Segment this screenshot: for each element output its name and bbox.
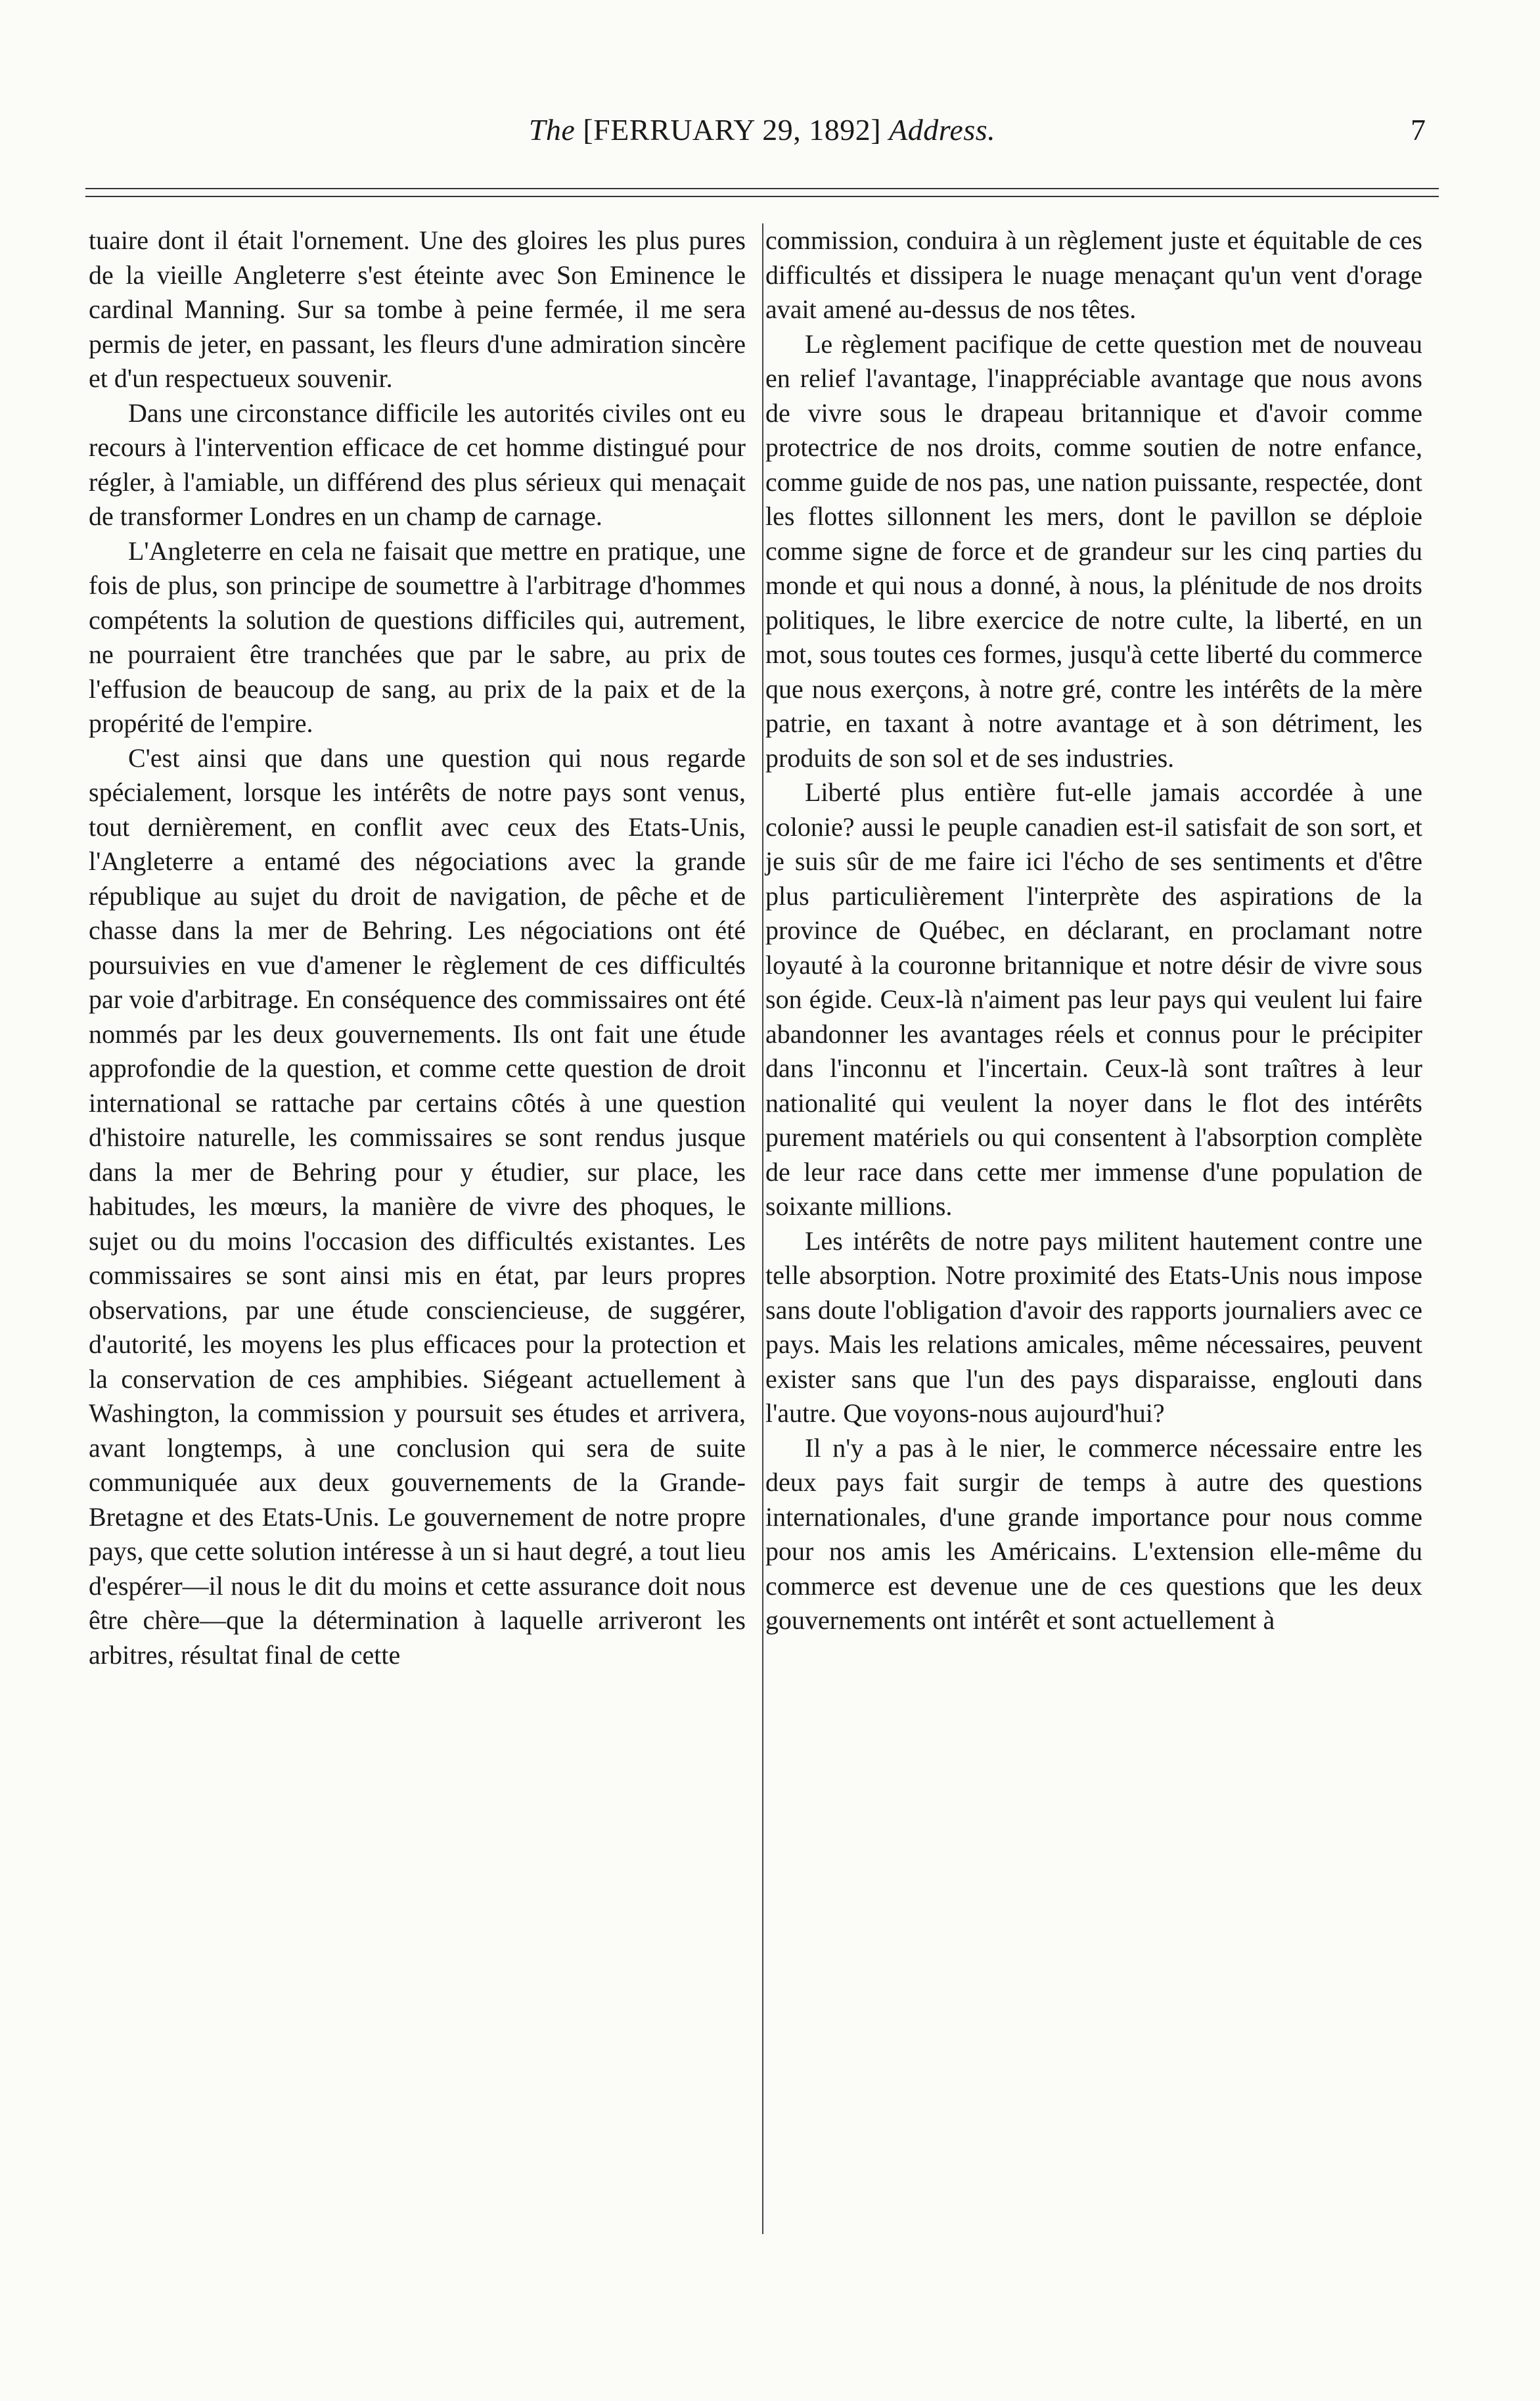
left-column	[89, 223, 746, 1672]
paragraph: Il n'y a pas à le nier, le commerce nécessaire entre les deux pays fait surgir de temps à autre des questions internationales, d'une grande importance pour nous comme pour nos amis les Américains. L'extension elle-même du commerce est devenue une de ces questions que les deux gouvernements ont intérêt et sont actuellement à	[765, 1432, 1422, 1635]
paragraph: Dans une circonstance difficile les autorités civiles ont eu recours à l'intervention efficace de cet homme distingué pour régler, à l'amiable, un différend des plus sérieux qui menaçait de transformer Londres en un champ de carnage.	[89, 398, 746, 531]
right-column	[765, 223, 1422, 1638]
header-rule-bottom	[85, 196, 1439, 197]
paragraph: Le règlement pacifique de cette question met de nouveau en relief l'avantage, l'inappréciable avantage que nous avons de vivre sous le drapeau britannique et d'avoir comme protectrice de nos droits, comme soutien de notre enfance, comme guide de nos pas, une nation puissante, respectée, dont les flottes sillonnent les mers, dont le pavillon se déploie comme signe de force et de grandeur sur les cinq parties du monde et qui nous a donné, à nous, la plénitude de nos droits politiques, le libre exercice de notre culte, la liberté, en un mot, sous toutes ces formes, jusqu'à cette liberté du commerce que nous exerçons, à notre gré, contre les intérêts de la mère patrie, en taxant à notre avantage et à son détriment, les produits de son sol et de ses industries.	[765, 329, 1422, 773]
paragraph: C'est ainsi que dans une question qui nous regarde spécialement, lorsque les intérêts de notre pays sont venus, tout dernièrement, en conflit avec ceux des Etats-Unis, l'Angleterre a entamé des négociations avec la grande république au sujet du droit de navigation, de pêche et de chasse dans la mer de Behring. Les négociations ont été poursuivies en vue d'amener le règlement de ces difficultés par voie d'arbitrage. En conséquence des commissaires ont été nommés par les deux gouvernements. Ils ont fait une étude approfondie de la question, et comme cette question de droit international se rattache par certains côtés à une question d'histoire naturelle, les commissaires se sont rendus jusque dans la mer de Behring pour y étudier, sur place, les habitudes, les mœurs, la manière de vivre des phoques, le sujet ou du moins l'occasion des difficultés existantes. Les commissaires se sont ainsi mis en état, par leurs propres observations, par une étude consciencieuse, de suggérer, d'autorité, les moyens les plus efficaces pour la protection et la conservation de ces amphibies. Siégeant actuellement à Washington, la commission y poursuit ses études et arrivera, avant longtemps, à une conclusion qui sera de suite communiquée aux deux gouvernements de la Grande-Bretagne et des Etats-Unis. Le gouvernement de notre propre pays, que cette solution intéresse à un si haut degré, a tout lieu d'espérer—il nous le dit du moins et cette assurance doit nous être chère—que la détermination à laquelle arriveront les arbitres, résultat final de cette	[89, 743, 746, 1670]
title-suffix: Address.	[889, 113, 996, 147]
page-number: 7	[1411, 113, 1426, 147]
title-date: [FERRUARY 29, 1892]	[583, 113, 882, 147]
paragraph: Les intérêts de notre pays militent hautement contre une telle absorption. Notre proximité des Etats-Unis nous impose sans doute l'obligation d'avoir des rapports journaliers avec ce pays. Mais les relations amicales, même nécessaires, peuvent exister sans que l'un des pays disparaisse, englouti dans l'autre. Que voyons-nous aujourd'hui?	[765, 1225, 1422, 1428]
paragraph: commission, conduira à un règlement juste et équitable de ces difficultés et dissipera le nuage menaçant qu'un vent d'orage avait amené au-dessus de nos têtes.	[765, 225, 1422, 324]
paragraph: Liberté plus entière fut-elle jamais accordée à une colonie? aussi le peuple canadien est-il satisfait de son sort, et je suis sûr de me faire ici l'écho de ses sentiments et d'être plus particulièrement l'interprète des aspirations de la province de Québec, en déclarant, en proclamant notre loyauté à la couronne britannique et notre désir de vivre sous son égide. Ceux-là n'aiment pas leur pays qui veulent lui faire abandonner les avantages réels et connus pour le précipiter dans l'inconnu et l'incertain. Ceux-là sont traîtres à leur nationalité qui veulent la noyer dans le flot des intérêts purement matériels ou qui consentent à l'absorption complète de leur race dans cette mer immense d'une population de soixante millions.	[765, 777, 1422, 1221]
running-head-title	[85, 110, 1439, 150]
running-head	[85, 110, 1439, 150]
paragraph: L'Angleterre en cela ne faisait que mettre en pratique, une fois de plus, son principe de soumettre à l'arbitrage d'hommes compétents la solution de questions difficiles qui, autrement, ne pourraient être tranchées que par le sabre, au prix de l'effusion de beaucoup de sang, au prix de la paix et de la propérité de l'empire.	[89, 536, 746, 738]
column-divider	[762, 223, 763, 2234]
header-rule-top	[85, 188, 1439, 189]
title-prefix: The	[528, 113, 576, 147]
paragraph: tuaire dont il était l'ornement. Une des gloires les plus pures de la vieille Angleterre s'est éteinte avec Son Eminence le cardinal Manning. Sur sa tombe à peine fermée, il me sera permis de jeter, en passant, les fleurs d'une admiration sincère et d'un respectueux souvenir.	[89, 225, 746, 393]
